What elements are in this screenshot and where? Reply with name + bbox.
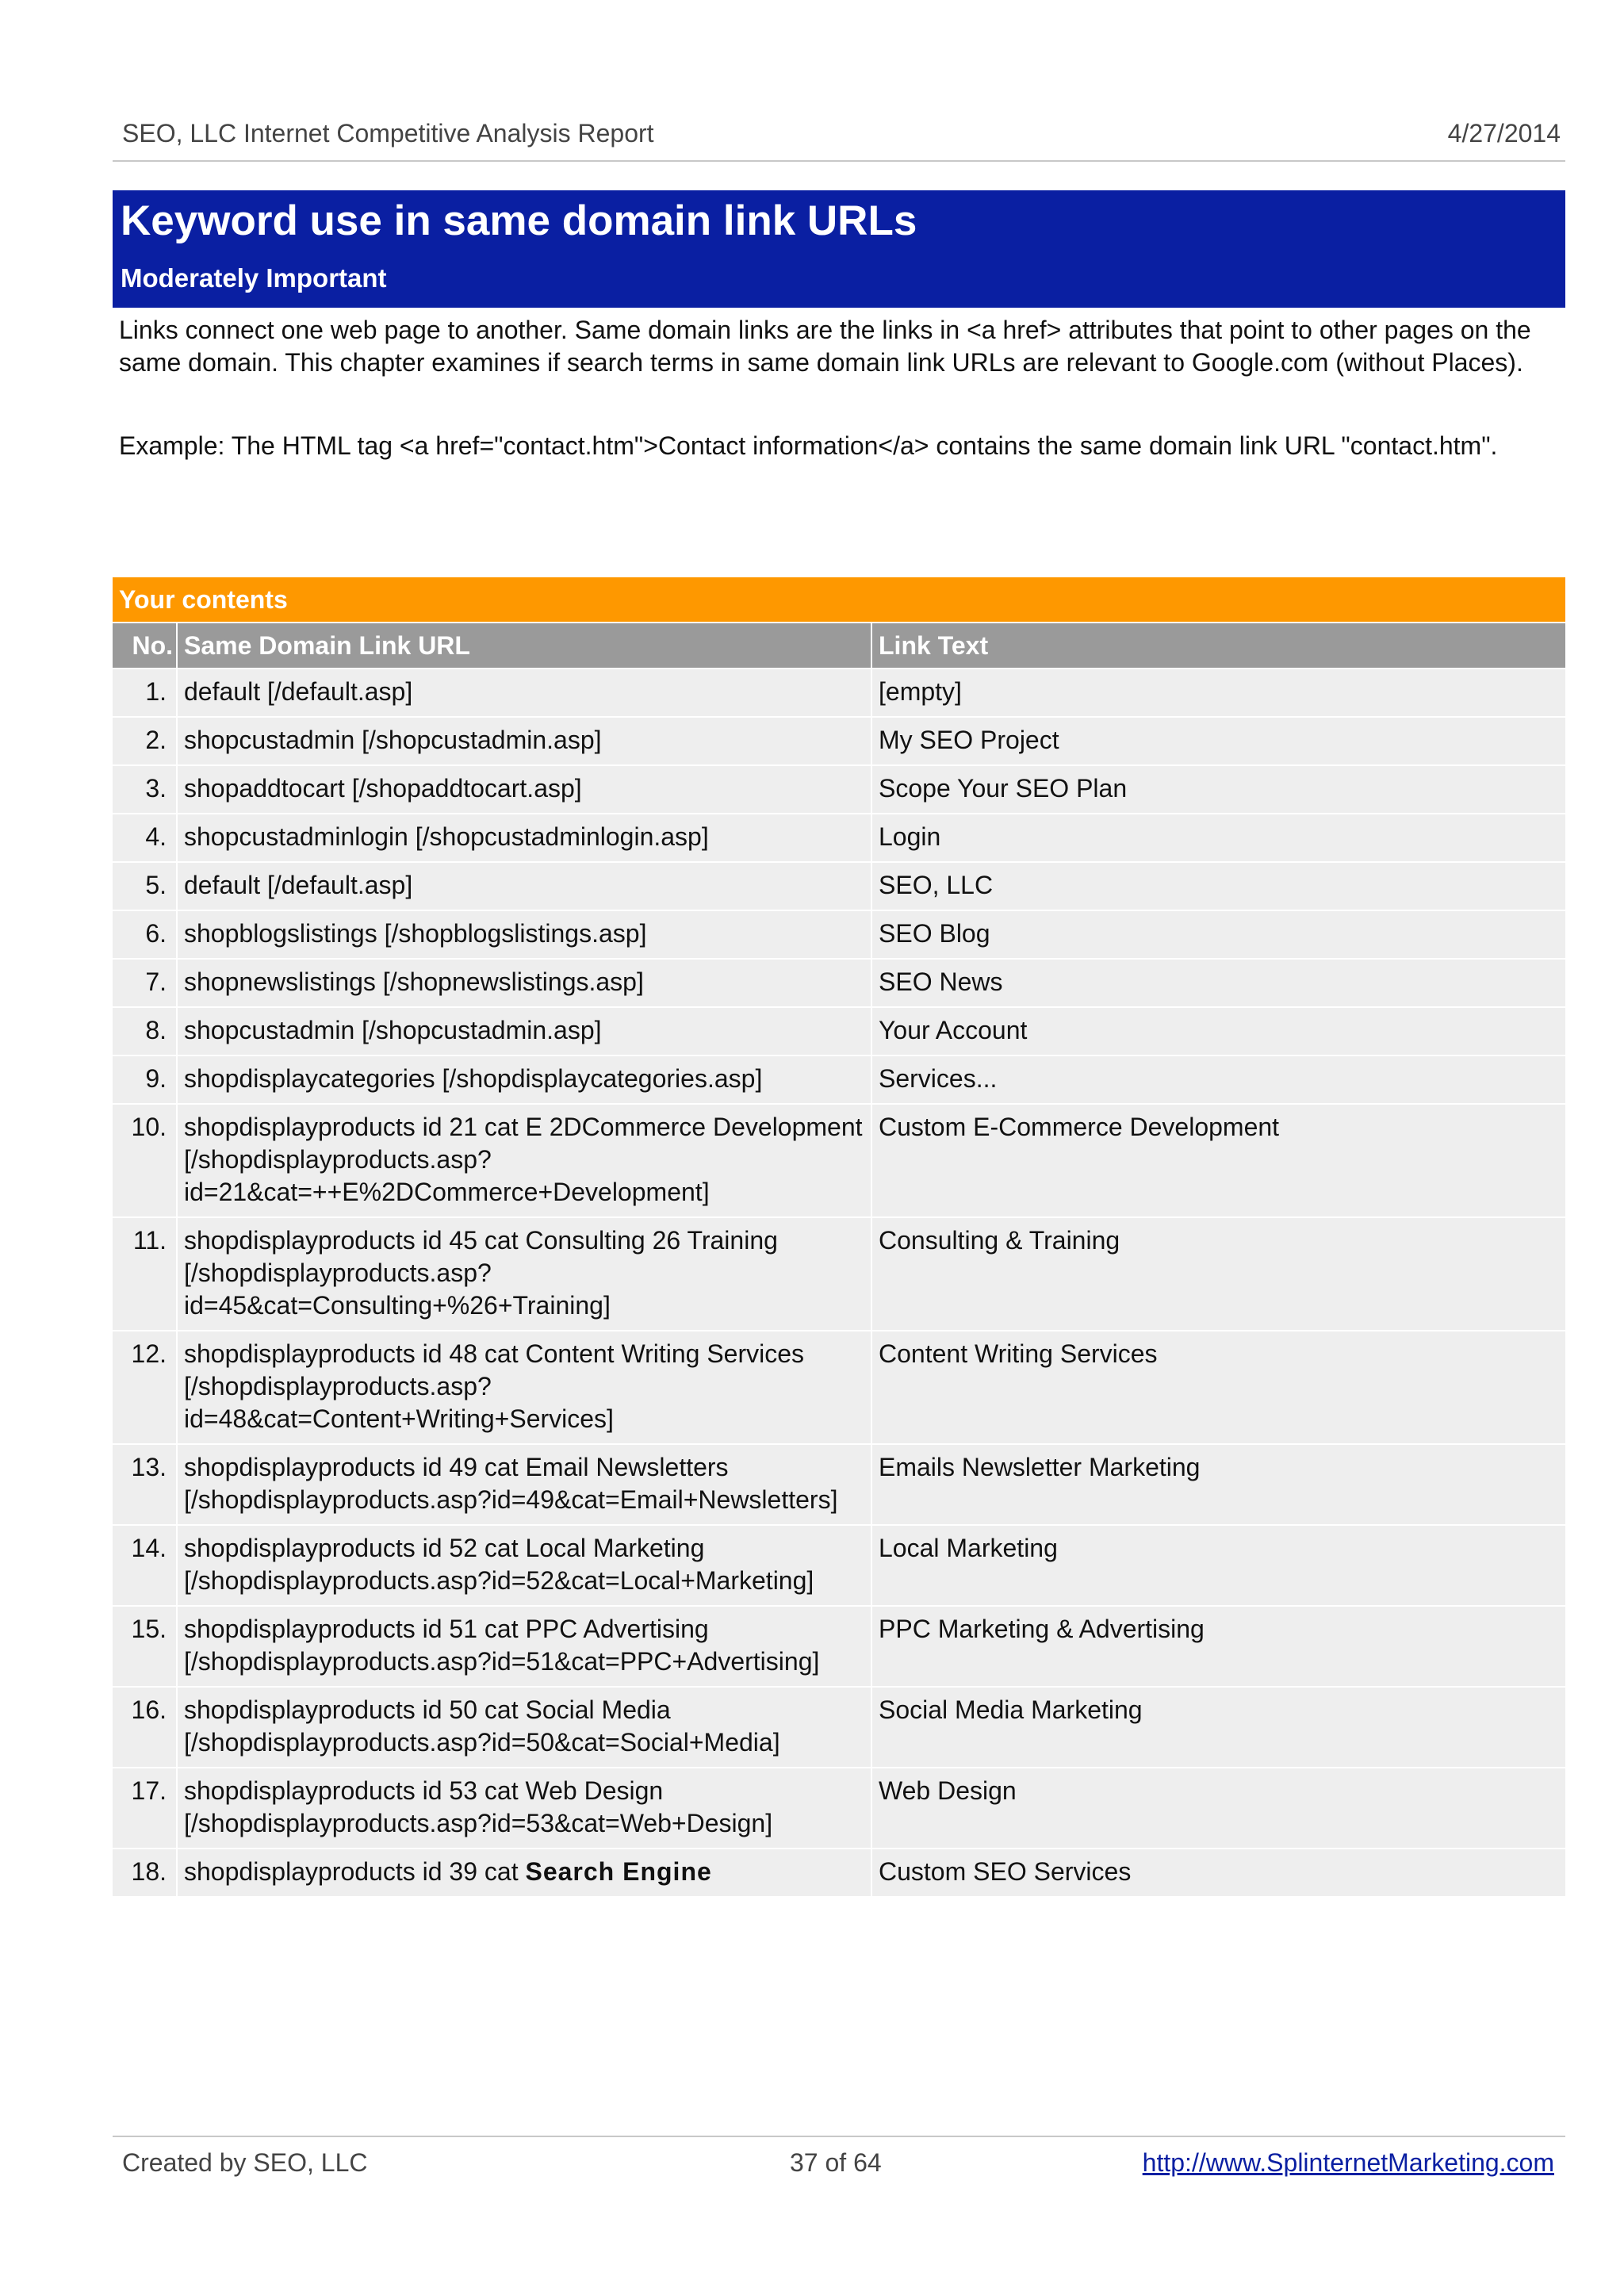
- row-number: 17.: [113, 1768, 178, 1849]
- column-header-url: Same Domain Link URL: [178, 623, 872, 669]
- link-text: SEO, LLC: [872, 863, 1565, 911]
- link-text: SEO News: [872, 960, 1565, 1008]
- link-url: shopdisplayproducts id 50 cat Social Media [/shopdisplayproducts.asp?id=50&cat=Social+Media]: [178, 1688, 872, 1768]
- table-row: [113, 911, 1565, 960]
- row-number: 16.: [113, 1688, 178, 1768]
- table-header-row: [113, 623, 1565, 669]
- link-url: shopdisplayproducts id 45 cat Consulting 26 Training [/shopdisplayproducts.asp?id=45&cat=Consulting+%26+Training]: [178, 1218, 872, 1331]
- row-number: 10.: [113, 1105, 178, 1218]
- table-row: [113, 1768, 1565, 1849]
- table-row: [113, 1445, 1565, 1526]
- section-title: Keyword use in same domain link URLs: [121, 197, 917, 244]
- importance-label: Moderately Important: [121, 263, 387, 293]
- link-url: shopdisplaycategories [/shopdisplaycategories.asp]: [178, 1056, 872, 1105]
- links-table-section: [113, 577, 1565, 1898]
- link-url-text: shopdisplayproducts id 39 cat: [184, 1857, 519, 1886]
- footer-website-link[interactable]: http://www.SplinternetMarketing.com: [1142, 2148, 1554, 2177]
- link-url: [178, 1849, 872, 1898]
- table-row: [113, 1331, 1565, 1445]
- link-text: Content Writing Services: [872, 1331, 1565, 1445]
- link-text: Web Design: [872, 1768, 1565, 1849]
- link-url: shopdisplayproducts id 21 cat E 2DCommerce Development [/shopdisplayproducts.asp?id=21&cat=++E%2DCommerce+Development]: [178, 1105, 872, 1218]
- table-row: [113, 1218, 1565, 1331]
- link-url: shopcustadminlogin [/shopcustadminlogin.asp]: [178, 814, 872, 863]
- section-banner: [113, 190, 1565, 308]
- link-text: Social Media Marketing: [872, 1688, 1565, 1768]
- row-number: 2.: [113, 718, 178, 766]
- link-url: shopaddtocart [/shopaddtocart.asp]: [178, 766, 872, 814]
- your-contents-bar: Your contents: [113, 577, 1565, 622]
- row-number: 5.: [113, 863, 178, 911]
- footer-created-by: Created by SEO, LLC: [122, 2148, 368, 2177]
- link-text: Consulting & Training: [872, 1218, 1565, 1331]
- link-text: Your Account: [872, 1008, 1565, 1056]
- link-text: SEO Blog: [872, 911, 1565, 960]
- table-row: [113, 1008, 1565, 1056]
- table-row: [113, 669, 1565, 718]
- table-row: [113, 718, 1565, 766]
- link-text: Login: [872, 814, 1565, 863]
- link-url: shopcustadmin [/shopcustadmin.asp]: [178, 718, 872, 766]
- report-date: 4/27/2014: [1447, 119, 1561, 148]
- link-url: shopdisplayproducts id 49 cat Email Newsletters [/shopdisplayproducts.asp?id=49&cat=Email+Newsletters]: [178, 1445, 872, 1526]
- column-header-link-text: Link Text: [872, 623, 1565, 669]
- link-url: shopnewslistings [/shopnewslistings.asp]: [178, 960, 872, 1008]
- link-text: [empty]: [872, 669, 1565, 718]
- link-text: My SEO Project: [872, 718, 1565, 766]
- row-number: 6.: [113, 911, 178, 960]
- page-number: 37 of 64: [790, 2148, 882, 2177]
- row-number: 12.: [113, 1331, 178, 1445]
- link-text: Emails Newsletter Marketing: [872, 1445, 1565, 1526]
- link-url: shopcustadmin [/shopcustadmin.asp]: [178, 1008, 872, 1056]
- row-number: 9.: [113, 1056, 178, 1105]
- row-number: 13.: [113, 1445, 178, 1526]
- table-row: [113, 1688, 1565, 1768]
- table-row: [113, 1526, 1565, 1607]
- intro-paragraph: Links connect one web page to another. Same domain links are the links in <a href> attributes that point to other pages on the same domain. This chapter examines if search terms in same domain link URLs are relevant to Google.com (without Places).: [119, 316, 1531, 377]
- report-title: SEO, LLC Internet Competitive Analysis Report: [122, 119, 654, 148]
- link-text: Custom SEO Services: [872, 1849, 1565, 1898]
- row-number: 18.: [113, 1849, 178, 1898]
- link-url: default [/default.asp]: [178, 669, 872, 718]
- table-row: [113, 814, 1565, 863]
- link-url: default [/default.asp]: [178, 863, 872, 911]
- link-url: shopdisplayproducts id 48 cat Content Writing Services [/shopdisplayproducts.asp?id=48&cat=Content+Writing+Services]: [178, 1331, 872, 1445]
- page-header: [113, 119, 1565, 162]
- link-text: Custom E-Commerce Development: [872, 1105, 1565, 1218]
- row-number: 4.: [113, 814, 178, 863]
- column-header-no: No.: [113, 623, 178, 669]
- link-url: shopdisplayproducts id 52 cat Local Marketing [/shopdisplayproducts.asp?id=52&cat=Local+Marketing]: [178, 1526, 872, 1607]
- page-footer: [113, 2136, 1565, 2193]
- table-row: [113, 1849, 1565, 1898]
- row-number: 3.: [113, 766, 178, 814]
- row-number: 15.: [113, 1607, 178, 1688]
- table-row: [113, 960, 1565, 1008]
- link-text: PPC Marketing & Advertising: [872, 1607, 1565, 1688]
- table-row: [113, 1607, 1565, 1688]
- table-row: [113, 863, 1565, 911]
- row-number: 11.: [113, 1218, 178, 1331]
- table-row: [113, 1056, 1565, 1105]
- link-url: shopdisplayproducts id 51 cat PPC Advertising [/shopdisplayproducts.asp?id=51&cat=PPC+Advertising]: [178, 1607, 872, 1688]
- link-url: shopdisplayproducts id 53 cat Web Design [/shopdisplayproducts.asp?id=53&cat=Web+Design]: [178, 1768, 872, 1849]
- intro-text: [119, 314, 1562, 462]
- link-text: Local Marketing: [872, 1526, 1565, 1607]
- row-number: 1.: [113, 669, 178, 718]
- same-domain-links-table: [113, 623, 1565, 1898]
- table-row: [113, 1105, 1565, 1218]
- example-paragraph: Example: The HTML tag <a href="contact.htm">Contact information</a> contains the same domain link URL "contact.htm".: [119, 431, 1498, 460]
- row-number: 8.: [113, 1008, 178, 1056]
- link-url-bold-keyword: Search Engine: [525, 1857, 712, 1886]
- link-url: shopblogslistings [/shopblogslistings.asp]: [178, 911, 872, 960]
- link-text: Services...: [872, 1056, 1565, 1105]
- table-row: [113, 766, 1565, 814]
- link-text: Scope Your SEO Plan: [872, 766, 1565, 814]
- row-number: 14.: [113, 1526, 178, 1607]
- row-number: 7.: [113, 960, 178, 1008]
